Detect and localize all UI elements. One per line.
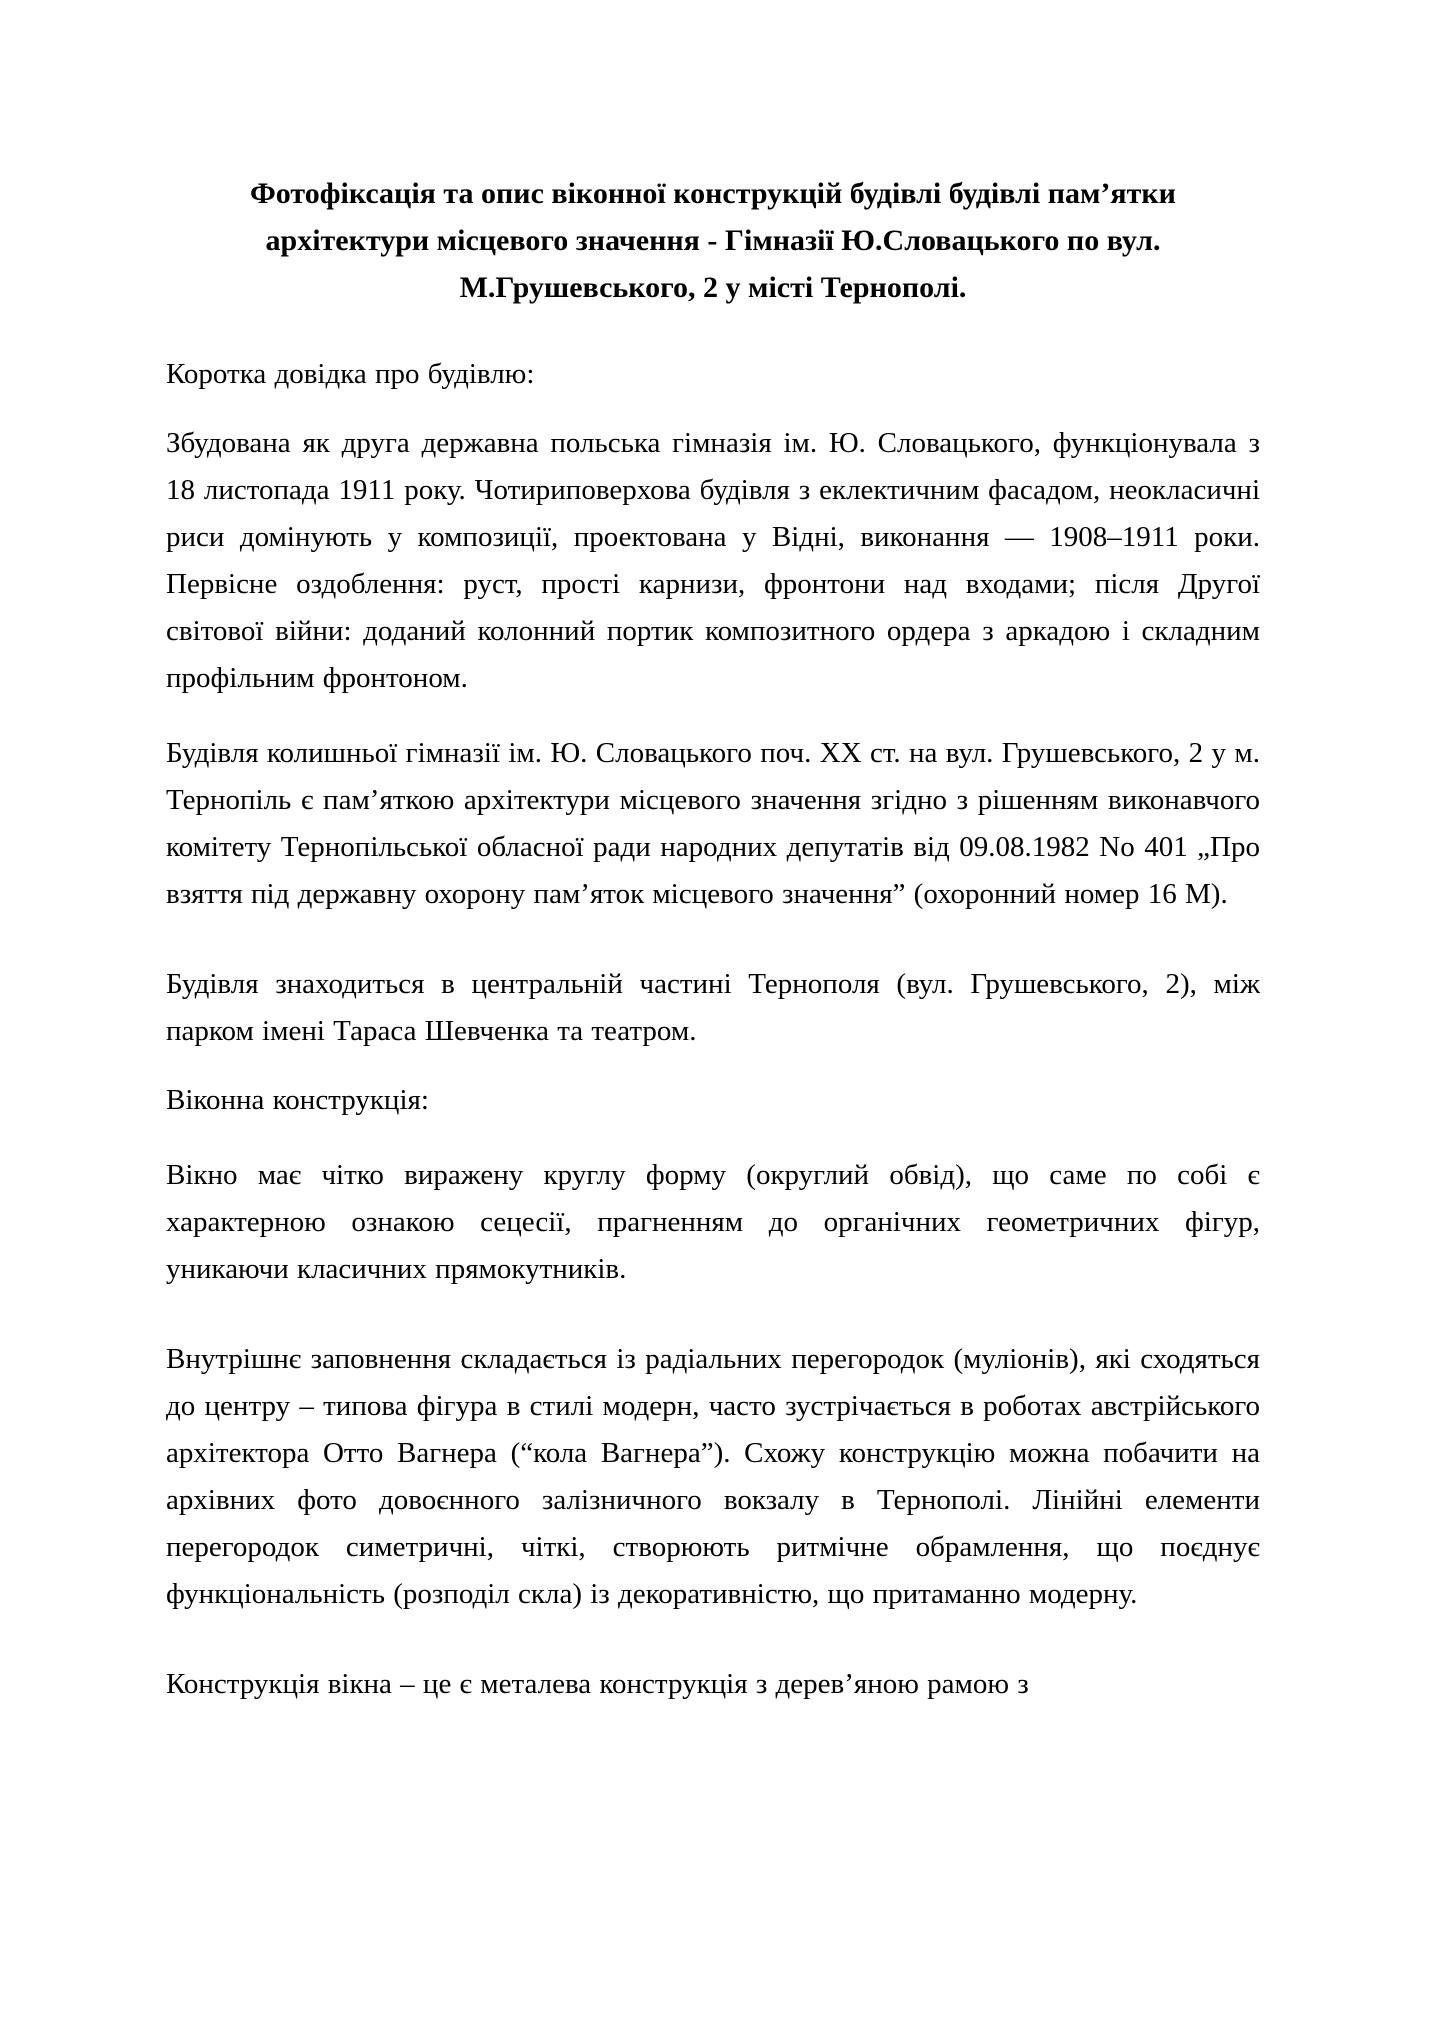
title-line: Фотофіксація та опис віконної конструкцій будівлі будівлі пам’ятки [250, 177, 1176, 210]
paragraph-monument-status: Будівля колишньої гімназії ім. Ю. Словацького поч. ХХ ст. на вул. Грушевського, 2 у м. Тернопіль є пам’яткою архітектури місцевого значення згідно з рішенням виконавчого комітету Тернопільської обласної ради народних депутатів від 09.08.1982 No 401 „Про взяття під державну охорону пам’яток місцевого значення” (охоронний номер 16 М). [166, 737, 1260, 910]
paragraph-location: Будівля знаходиться в центральній частині Тернополя (вул. Грушевського, 2), між парком імені Тараса Шевченка та театром. [166, 968, 1260, 1047]
paragraph-window-filling: Внутрішнє заповнення складається із радіальних перегородок (муліонів), які сходяться до центру – типова фігура в стилі модерн, часто зустрічається в роботах австрійського архітектора Отто Вагнера (“кола Вагнера”). Схожу конструкцію можна побачити на архівних фото довоєнного залізничного вокзалу в Тернополі. Лінійні елементи перегородок симетричні, чіткі, створюють ритмічне обрамлення, що поєднує функціональність (розподіл скла) із декоративністю, що притаманно модерну. [166, 1343, 1260, 1610]
title-line: М.Грушевського, 2 у місті Тернополі. [459, 271, 967, 304]
paragraph-window-heading: Віконна конструкція: [166, 1084, 429, 1116]
title-line: архітектури місцевого значення - Гімназії Ю.Словацького по вул. [265, 224, 1161, 257]
document-title [166, 170, 1260, 311]
paragraph-window-shape: Вікно має чітко виражену круглу форму (округлий обвід), що саме по собі є характерною ознакою сецесії, прагненням до органічних геометричних фігур, уникаючи класичних прямокутників. [166, 1159, 1260, 1285]
paragraph-building-history: Збудована як друга державна польська гімназія ім. Ю. Словацького, функціонувала з 18 листопада 1911 року. Чотириповерхова будівля з еклектичним фасадом, неокласичні риси домінують у композиції, проектована у Відні, виконання — 1908–1911 роки. Первісне оздоблення: руст, прості карнизи, фронтони над входами; після Другої світової війни: доданий колонний портик композитного ордера з аркадою і складним профільним фронтоном. [166, 427, 1260, 694]
paragraph-window-construction: Конструкція вікна – це є металева конструкція з дерев’яною рамою з [166, 1668, 1029, 1700]
paragraph-building-note-heading: Коротка довідка про будівлю: [166, 358, 535, 390]
